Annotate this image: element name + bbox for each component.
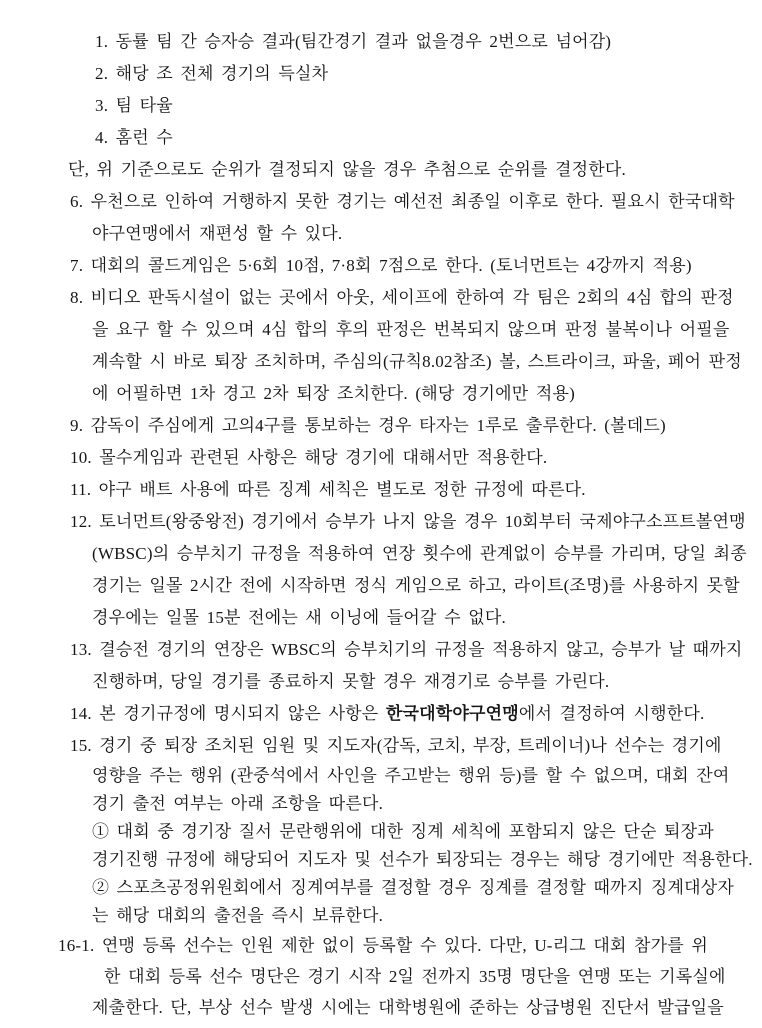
doc-line (0, 698, 762, 730)
doc-text: 7. 대회의 콜드게임은 5·6회 10점, 7·8회 7점으로 한다. (토너먼트는 4강까지 적용) (70, 256, 692, 275)
doc-line (0, 218, 762, 250)
doc-text: 14. 본 경기규정에 명시되지 않은 사항은 (70, 704, 386, 723)
doc-text: 제출한다. 단, 부상 선수 발생 시에는 대학병원에 준하는 상급병원 진단서 발급일을 (92, 998, 724, 1017)
doc-text: 13. 결승전 경기의 연장은 WBSC의 승부치기의 규정을 적용하지 않고, 승부가 날 때까지 (70, 640, 743, 659)
doc-line (0, 602, 762, 634)
doc-text: 경기진행 규정에 해당되어 지도자 및 선수가 퇴장되는 경우는 해당 경기에만 적용한다. (92, 850, 753, 869)
doc-line (0, 961, 762, 992)
doc-text: ② 스포츠공정위원회에서 징계여부를 결정할 경우 징계를 결정할 때까지 징계대상자 (92, 878, 734, 897)
doc-line (0, 58, 762, 90)
doc-text: 경기 출전 여부는 아래 조항을 따른다. (92, 794, 384, 813)
doc-bold-text: 한국대학야구연맹 (385, 704, 519, 723)
doc-line (0, 474, 762, 506)
doc-line (0, 666, 762, 698)
doc-text: 진행하며, 당일 경기를 종료하지 못할 경우 재경기로 승부를 가린다. (92, 672, 610, 691)
doc-line (0, 730, 762, 762)
doc-text: 16-1. 연맹 등록 선수는 인원 제한 없이 등록할 수 있다. 다만, U-리그 대회 참가를 위 (58, 936, 708, 955)
doc-line (0, 314, 762, 346)
doc-line (0, 634, 762, 666)
doc-line (0, 762, 762, 790)
doc-line (0, 26, 762, 58)
doc-text: 11. 야구 배트 사용에 따른 징계 세칙은 별도로 정한 규정에 따른다. (70, 480, 586, 499)
doc-line (0, 154, 762, 186)
doc-line (0, 378, 762, 410)
doc-text: 12. 토너먼트(왕중왕전) 경기에서 승부가 나지 않을 경우 10회부터 국제야구소프트볼연맹 (70, 512, 746, 531)
doc-text: 경기는 일몰 2시간 전에 시작하면 정식 게임으로 하고, 라이트(조명)를 사용하지 못할 (92, 576, 740, 595)
doc-text: 에서 결정하여 시행한다. (518, 704, 705, 723)
doc-line (0, 410, 762, 442)
doc-line (0, 90, 762, 122)
doc-line (0, 186, 762, 218)
doc-text: 계속할 시 바로 퇴장 조치하며, 주심의(규칙8.02참조) 볼, 스트라이크, 파울, 페어 판정 (92, 352, 742, 371)
doc-text: 8. 비디오 판독시설이 없는 곳에서 아웃, 세이프에 한하여 각 팀은 2회의 4심 합의 판정 (70, 288, 734, 307)
doc-text: 6. 우천으로 인하여 거행하지 못한 경기는 예선전 최종일 이후로 한다. 필요시 한국대학 (70, 192, 735, 211)
doc-text: 단, 위 기준으로도 순위가 결정되지 않을 경우 추첨으로 순위를 결정한다. (68, 160, 626, 179)
doc-text: 10. 몰수게임과 관련된 사항은 해당 경기에 대해서만 적용한다. (70, 448, 548, 467)
doc-line (0, 992, 762, 1023)
doc-line (0, 506, 762, 538)
doc-line (0, 250, 762, 282)
doc-line (0, 818, 762, 846)
doc-line (0, 790, 762, 818)
doc-line (0, 442, 762, 474)
doc-text: 는 해당 대회의 출전을 즉시 보류한다. (92, 906, 384, 925)
doc-text: 을 요구 할 수 있으며 4심 합의 후의 판정은 번복되지 않으며 판정 불복이나 어필을 (92, 320, 730, 339)
doc-text: 9. 감독이 주심에게 고의4구를 통보하는 경우 타자는 1루로 출루한다. (볼데드) (70, 416, 666, 435)
doc-line (0, 930, 762, 961)
doc-text: 15. 경기 중 퇴장 조치된 임원 및 지도자(감독, 코치, 부장, 트레이너)나 선수는 경기에 (70, 736, 722, 755)
doc-line (0, 874, 762, 902)
doc-text: 2. 해당 조 전체 경기의 득실차 (95, 64, 329, 83)
doc-line (0, 846, 762, 874)
doc-line (0, 902, 762, 930)
doc-text: 3. 팀 타율 (95, 96, 173, 115)
doc-text: 경우에는 일몰 15분 전에는 새 이닝에 들어갈 수 없다. (92, 608, 506, 627)
doc-text: 영향을 주는 행위 (관중석에서 사인을 주고받는 행위 등)를 할 수 없으며, 대회 잔여 (92, 766, 730, 785)
doc-text: 한 대회 등록 선수 명단은 경기 시작 2일 전까지 35명 명단을 연맹 또는 기록실에 (104, 967, 726, 986)
doc-line (0, 282, 762, 314)
document-body (0, 26, 762, 1023)
doc-line (0, 538, 762, 570)
doc-line (0, 570, 762, 602)
doc-text: (WBSC)의 승부치기 규정을 적용하여 연장 횟수에 관계없이 승부를 가리며, 당일 최종 (92, 544, 747, 563)
doc-text: 야구연맹에서 재편성 할 수 있다. (92, 224, 343, 243)
doc-line (0, 346, 762, 378)
doc-text: 4. 홈런 수 (95, 128, 173, 147)
doc-text: 1. 동률 팀 간 승자승 결과(팀간경기 결과 없을경우 2번으로 넘어감) (95, 32, 612, 51)
doc-text: ① 대회 중 경기장 질서 문란행위에 대한 징계 세칙에 포함되지 않은 단순 퇴장과 (92, 822, 714, 841)
doc-text: 에 어필하면 1차 경고 2차 퇴장 조치한다. (해당 경기에만 적용) (92, 384, 575, 403)
doc-line (0, 122, 762, 154)
